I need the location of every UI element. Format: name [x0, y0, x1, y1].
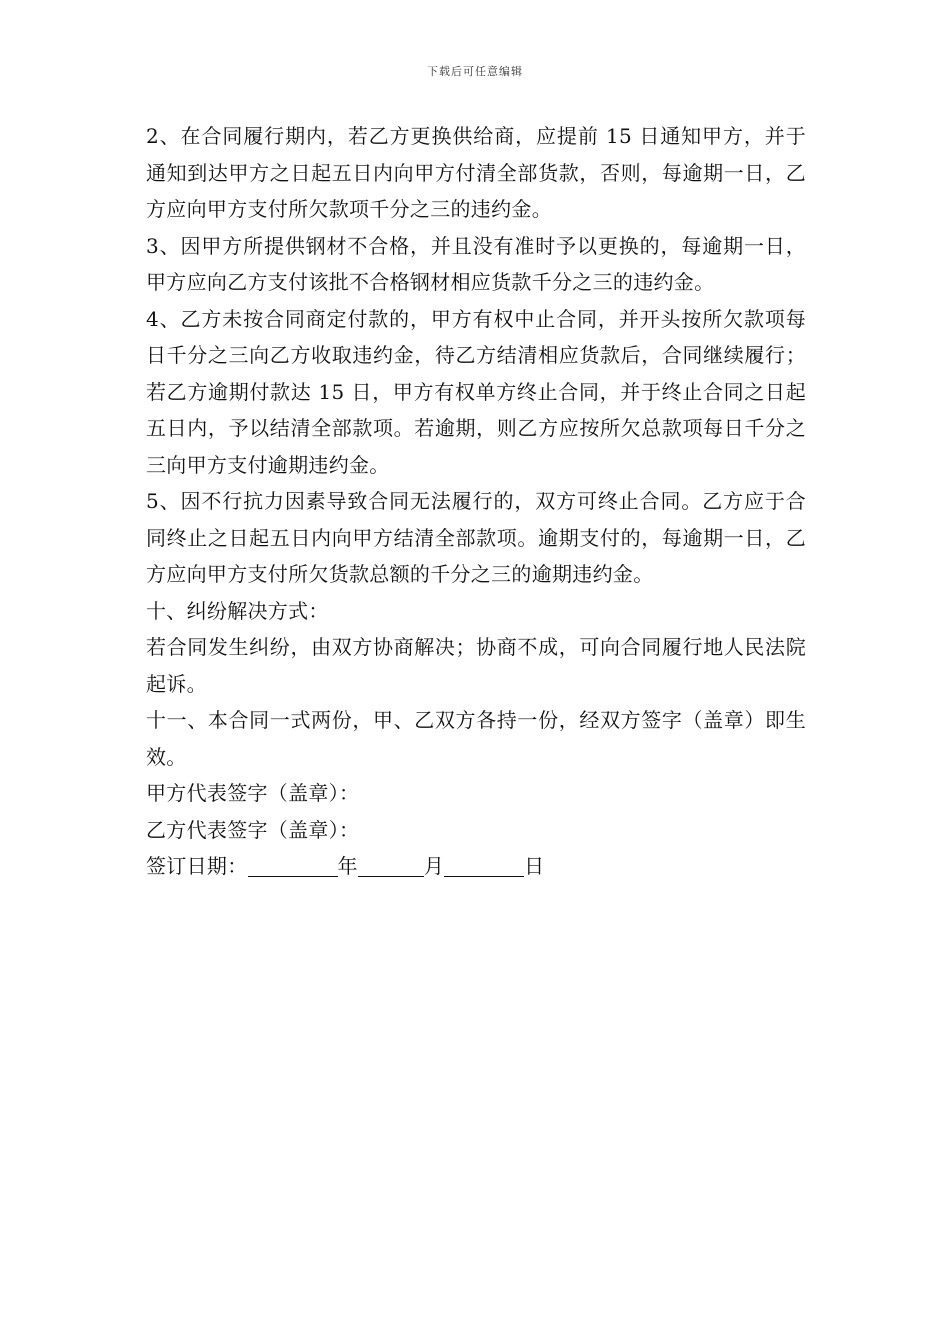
month-label: 月: [423, 854, 445, 878]
year-label: 年: [337, 854, 358, 878]
contract-body: [146, 118, 806, 885]
day-blank: [444, 854, 524, 877]
section-11-text: 十一、本合同一式两份，甲、乙双方各持一份，经双方签字（盖章）即生效。: [146, 708, 806, 769]
clause-4: 4、乙方未按合同商定付款的，甲方有权中止合同，并开头按所欠款项每日千分之三向乙方收取违约金，待乙方结清相应货款后，合同继续履行；若乙方逾期付款达 15 日，甲方有权单方终止合同，并于终止合同之日起五日内，予以结清全部款项。若逾期，则乙方应按所欠总款项每日千分之三向甲方支付逾期违约金。: [146, 306, 806, 477]
day-label: 日: [524, 854, 545, 878]
clause-2: 2、在合同履行期内，若乙方更换供给商，应提前 15 日通知甲方，并于通知到达甲方之日起五日内向甲方付清全部货款，否则，每逾期一日，乙方应向甲方支付所欠款项千分之三的违约金。: [146, 124, 806, 221]
clause-5: 5、因不行抗力因素导致合同无法履行的，双方可终止合同。乙方应于合同终止之日起五日内向甲方结清全部款项。逾期支付的，每逾期一日，乙方应向甲方支付所欠货款总额的千分之三的逾期违约金。: [146, 489, 806, 586]
month-blank: [358, 854, 424, 877]
signing-date-label: 签订日期：: [146, 854, 248, 878]
year-blank: [248, 854, 338, 877]
dispute-resolution-text: 若合同发生纠纷，由双方协商解决；协商不成，可向合同履行地人民法院起诉。: [146, 635, 806, 696]
signing-date-line: [146, 848, 806, 885]
party-a-signature-line: 甲方代表签字（盖章）：: [146, 781, 360, 805]
party-b-signature-line: 乙方代表签字（盖章）：: [146, 817, 360, 842]
clause-3: 3、因甲方所提供钢材不合格，并且没有准时予以更换的，每逾期一日，甲方应向乙方支付该批不合格钢材相应货款千分之三的违约金。: [146, 233, 806, 294]
page-header-note: 下载后可任意编辑: [427, 65, 523, 78]
section-10-heading: 十、纠纷解决方式：: [146, 598, 329, 623]
